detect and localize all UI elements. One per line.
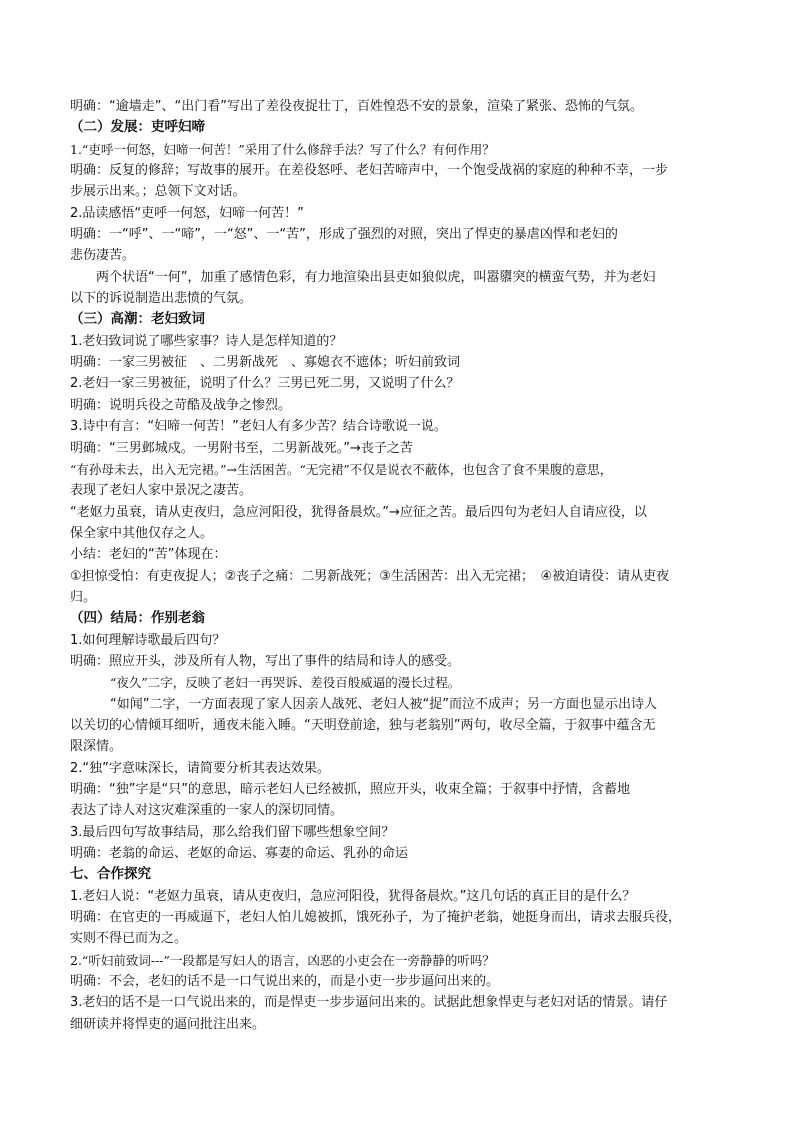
question-line: 3.老妇的话不是一口气说出来的，而是悍吏一步步逼问出来的。试据此想象悍吏与老妇对话的情景。请仔 — [70, 995, 668, 1011]
quote-line: 保全家中其他仅存之人。 — [70, 525, 214, 541]
quote-line: “老妪力虽衰，请从吏夜归，急应河阳役，犹得备晨炊。”→应征之苦。最后四句为老妇人自请应役，以 — [70, 504, 647, 520]
answer-line: 明确：“独”字是“只”的意思，暗示老妇人已经被抓，照应开头，收束全篇；于叙事中抒情，含蓄地 — [70, 782, 630, 797]
question-line: 3.最后四句写故事结局，那么给我们留下哪些想象空间？ — [70, 824, 395, 840]
question-line: 1.如何理解诗歌最后四句？ — [70, 632, 226, 648]
answer-line: 明确：不会，老妇的话不是一口气说出来的，而是小吏一步步逼问出来的。 — [70, 974, 500, 990]
question-line: 2.老妇一家三男被征，说明了什么？三男已死二男，又说明了什么？ — [70, 376, 460, 392]
section-heading: （四）结局：作别老翁 — [70, 610, 205, 627]
quote-line: 表现了老妇人家中景况之凄苦。 — [70, 483, 253, 499]
answer-line: 明确：老翁的命运、老妪的命运、寡妻的命运、乳孙的命运 — [70, 846, 409, 862]
question-line: 2.品读感悟“吏呼一何怒，妇啼一何苦！” — [70, 205, 304, 221]
answer-line: 明确：“逾墙走”、“出门看”写出了差役夜捉壮丁，百姓惶恐不安的景象，渲染了紧张、恐怖的气氛。 — [70, 99, 643, 114]
paragraph-line: 限深情。 — [70, 739, 123, 755]
answer-line: 悲伤凄苦。 — [70, 248, 136, 264]
answer-line: 实则不得已而为之。 — [70, 931, 188, 947]
summary-line: 归。 — [70, 589, 97, 605]
section-heading: 七、合作探究 — [70, 866, 151, 883]
paragraph-line: “如闻”二字，一方面表现了家人因亲人战死、老妇人被“捉”而泣不成声；另一方面也显示出诗人 — [110, 696, 657, 712]
document-body — [70, 96, 725, 1035]
summary-line: 小结：老妇的“苦”体现在： — [70, 547, 227, 563]
answer-line: 明确：说明兵役之苛酷及战争之惨烈。 — [70, 397, 292, 413]
answer-line: 明确：反复的修辞；写故事的展开。在差役怒呼、老妇苦啼声中，一个饱受战祸的家庭的种种不幸，一步 — [70, 163, 669, 179]
answer-line: 步展示出来。；总领下文对话。 — [70, 184, 246, 200]
answer-line: 明确：一“呼”、一“啼”，一“怒”、一“苦”，形成了强烈的对照，突出了悍吏的暴虐凶悍和老妇的 — [70, 227, 618, 243]
paragraph-line: 以关切的心情倾耳细听，通夜未能入睡。“天明登前途，独与老翁别”两句，收尽全篇，于叙事中蕴含无 — [70, 717, 656, 733]
question-line: 1.“吏呼一何怒，妇啼一何苦！”采用了什么修辞手法？写了什么？有何作用？ — [70, 141, 495, 157]
section-heading: （三）高潮：老妇致词 — [70, 311, 205, 328]
question-line: 2.“听妇前致词---”一段都是写妇人的语言，凶恶的小吏会在一旁静静的听吗？ — [70, 952, 495, 968]
answer-line: 表达了诗人对这灾难深重的一家人的深切同情。 — [70, 803, 344, 819]
paragraph-line: 两个状语“一何”，加重了感情色彩，有力地渲染出县吏如狼似虎，叫嚣隳突的横蛮气势，并为老妇 — [96, 269, 656, 285]
question-line: 3.诗中有言：“妇啼一何苦！”老妇人有多少苦？结合诗歌说一说。 — [70, 419, 447, 435]
answer-line: 明确：一家三男被征 、二男新战死 、寡媳衣不遮体；听妇前致词 — [70, 355, 461, 371]
question-line: 1.老妇致词说了哪些家事？诗人是怎样知道的？ — [70, 333, 343, 349]
paragraph-line: 以下的诉说制造出悲愤的气氛。 — [70, 291, 253, 307]
question-line: 细研读并将悍吏的逼问批注出来。 — [70, 1016, 266, 1032]
answer-line: 明确：照应开头，涉及所有人物，写出了事件的结局和诗人的感受。 — [70, 653, 461, 669]
question-line: 1.老妇人说：“老妪力虽衰，请从吏夜归，急应河阳役，犹得备晨炊。”这几句话的真正目的是什么？ — [70, 888, 636, 904]
answer-line: 明确：在官吏的一再威逼下，老妇人怕儿媳被抓，饿死孙子，为了掩护老翁，她挺身而出，请求去服兵役， — [70, 910, 682, 926]
section-heading: （二）发展：吏呼妇啼 — [70, 119, 205, 136]
summary-line: ①担惊受怕：有吏夜捉人；②丧子之痛：二男新战死；③生活困苦：出入无完裙； ④被迫请役：请从吏夜 — [70, 568, 670, 584]
quote-line: “有孙母未去，出入无完裙。”→生活困苦。“无完裙”不仅是说衣不蔽体，也包含了食不果腹的意思， — [70, 461, 613, 477]
question-line: 2.“独”字意味深长，请简要分析其表达效果。 — [70, 760, 330, 776]
answer-line: 明确：“三男邺城戍。一男附书至，二男新战死。”→丧子之苦 — [70, 440, 413, 456]
paragraph-line: “夜久”二字，反映了老妇一再哭诉、差役百般威逼的漫长过程。 — [110, 675, 461, 691]
